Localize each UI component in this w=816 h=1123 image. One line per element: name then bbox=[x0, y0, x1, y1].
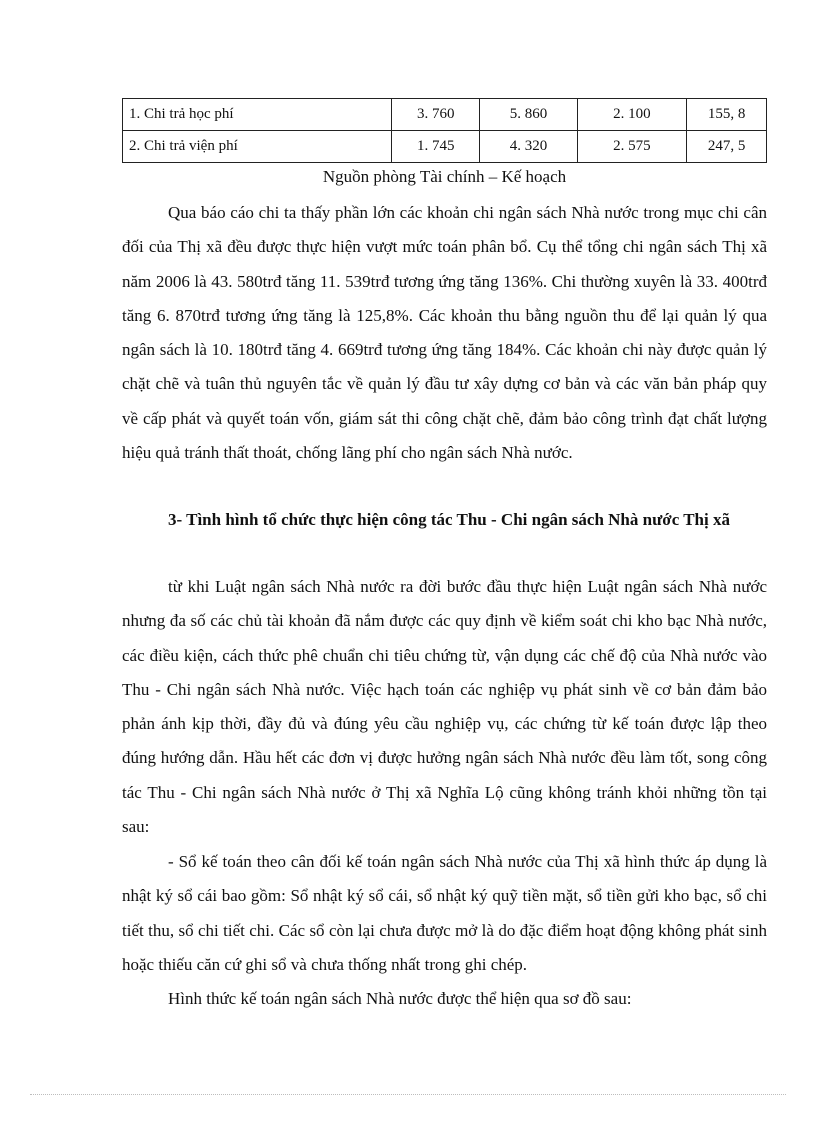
section-heading: 3- Tình hình tổ chức thực hiện công tác Thu - Chi ngân sách Nhà nước Thị xã bbox=[168, 510, 730, 529]
budget-table bbox=[122, 98, 767, 163]
paragraph-budget-analysis: Qua báo cáo chi ta thấy phần lớn các khoản chi ngân sách Nhà nước trong mục chi cân đối của Thị xã đều được thực hiện vượt mức toán phân bổ. Cụ thể tổng chi ngân sách Thị xã năm 2006 là 43. 580trđ tăng 11. 539trđ tương ứng tăng 136%. Chi thường xuyên là 33. 400trđ tăng 6. 870trđ tương ứng tăng là 125,8%. Các khoản thu bằng nguồn thu để lại quản lý qua ngân sách là 10. 180trđ tăng 4. 669trđ tương ứng tăng 184%. Các khoản chi này được quản lý chặt chẽ và tuân thủ nguyên tắc về quản lý đầu tư xây dựng cơ bản và các văn bản pháp quy về cấp phát và quyết toán vốn, giám sát thi công chặt chẽ, đảm bảo công trình đạt chất lượng hiệu quả tránh thất thoát, chống lãng phí cho ngân sách Nhà nước. bbox=[122, 203, 767, 463]
footer-divider bbox=[30, 1094, 786, 1095]
paragraph-diagram-intro: Hình thức kế toán ngân sách Nhà nước được thể hiện qua sơ đồ sau: bbox=[168, 989, 632, 1008]
table-cell: 247, 5 bbox=[687, 131, 767, 163]
row-label: 1. Chi trả học phí bbox=[123, 99, 392, 131]
table-row bbox=[123, 131, 767, 163]
paragraph-accounting-books: - Sổ kế toán theo cân đối kế toán ngân sách Nhà nước của Thị xã hình thức áp dụng là nhật ký sổ cái bao gồm: Sổ nhật ký sổ cái, sổ nhật ký quỹ tiền mặt, sổ tiền gửi kho bạc, sổ chi tiết thu, sổ chi tiết chi. Các sổ còn lại chưa được mở là do đặc điểm hoạt động không phát sinh hoặc thiếu căn cứ ghi sổ và chưa thống nhất trong ghi chép. bbox=[122, 852, 767, 974]
table-cell: 4. 320 bbox=[480, 131, 577, 163]
row-label: 2. Chi trả viện phí bbox=[123, 131, 392, 163]
table-cell: 2. 100 bbox=[577, 99, 687, 131]
table-cell: 3. 760 bbox=[392, 99, 480, 131]
paragraph-implementation: từ khi Luật ngân sách Nhà nước ra đời bước đầu thực hiện Luật ngân sách Nhà nước nhưng đa số các chủ tài khoản đã nắm được các quy định về kiểm soát chi kho bạc Nhà nước, các điều kiện, cách thức phê chuẩn chi tiêu chứng từ, vận dụng các chế độ của Nhà nước vào Thu - Chi ngân sách Nhà nước. Việc hạch toán các nghiệp vụ phát sinh về cơ bản đảm bảo phản ánh kịp thời, đầy đủ và đúng yêu cầu nghiệp vụ, các chứng từ kế toán được lập theo đúng hướng dẫn. Hầu hết các đơn vị được hưởng ngân sách Nhà nước đều làm tốt, song công tác Thu - Chi ngân sách Nhà nước ở Thị xã Nghĩa Lộ cũng không tránh khỏi những tồn tại sau: bbox=[122, 577, 767, 837]
table-cell: 2. 575 bbox=[577, 131, 687, 163]
table-cell: 155, 8 bbox=[687, 99, 767, 131]
table-cell: 5. 860 bbox=[480, 99, 577, 131]
table-row bbox=[123, 99, 767, 131]
table-cell: 1. 745 bbox=[392, 131, 480, 163]
source-note: Nguồn phòng Tài chính – Kế hoạch bbox=[322, 167, 567, 186]
